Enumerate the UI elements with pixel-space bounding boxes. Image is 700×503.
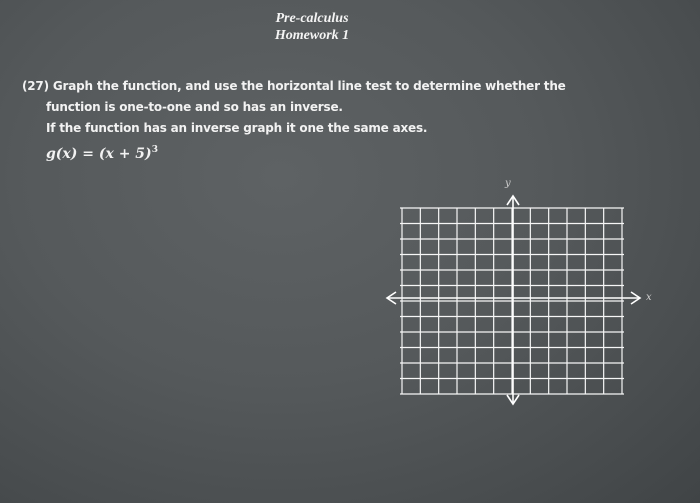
function-exponent: 3 bbox=[151, 145, 158, 155]
problem-line-3: If the function has an inverse graph it one the same axes. bbox=[46, 121, 428, 135]
problem-line-2: function is one-to-one and so has an inverse. bbox=[46, 100, 343, 114]
problem-text-1: Graph the function, and use the horizontal line test to determine whether the bbox=[52, 79, 566, 93]
grid-lines bbox=[400, 208, 624, 394]
y-axis-label: y bbox=[505, 178, 511, 189]
course-title: Pre-calculus bbox=[275, 11, 349, 26]
axes bbox=[387, 196, 640, 404]
x-axis-label: x bbox=[646, 292, 652, 303]
problem-number: (27) bbox=[22, 79, 49, 93]
assignment-title: Homework 1 bbox=[274, 28, 350, 43]
function-base: g(x) = (x + 5) bbox=[46, 146, 152, 162]
